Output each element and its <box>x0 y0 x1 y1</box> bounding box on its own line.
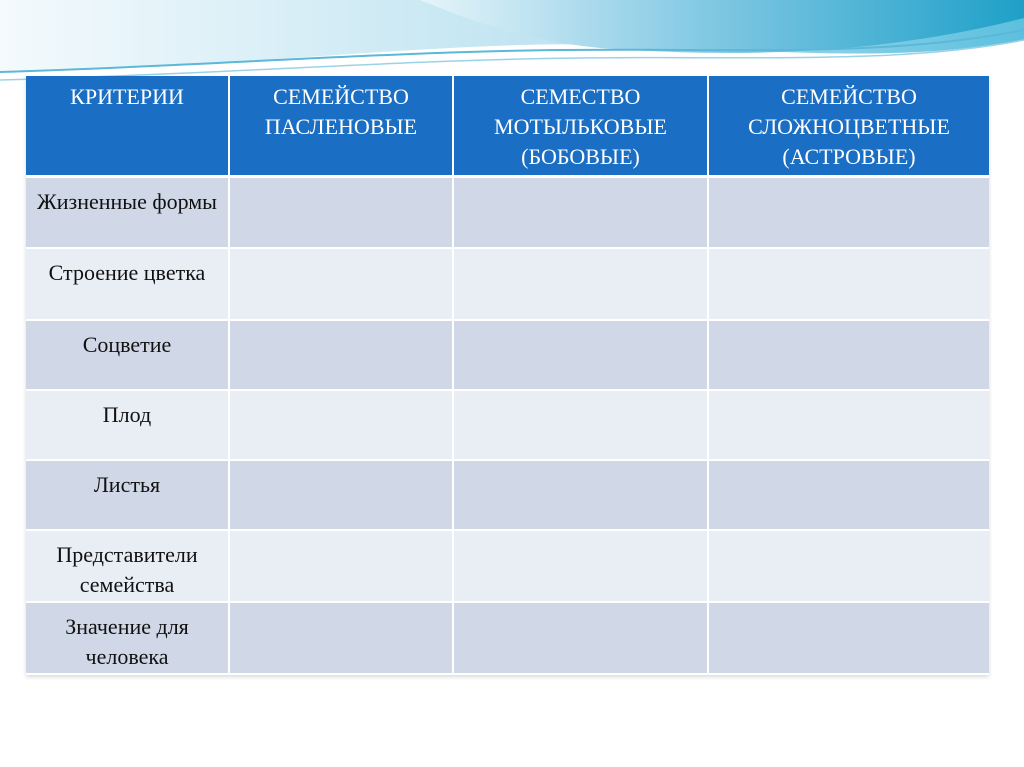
table-cell[interactable] <box>708 320 989 390</box>
row-label: Соцветие <box>26 320 229 390</box>
row-label: Строение цветка <box>26 248 229 320</box>
table-cell[interactable] <box>229 602 453 674</box>
table-row <box>26 320 989 390</box>
table-cell[interactable] <box>708 176 989 248</box>
table-cell[interactable] <box>453 460 708 530</box>
row-label: Плод <box>26 390 229 460</box>
table-header-row <box>26 76 989 176</box>
table-row <box>26 460 989 530</box>
table-cell[interactable] <box>229 176 453 248</box>
table-cell[interactable] <box>708 460 989 530</box>
header-solanaceae: СЕМЕЙСТВО ПАСЛЕНОВЫЕ <box>229 76 453 176</box>
table-cell[interactable] <box>453 602 708 674</box>
table-cell[interactable] <box>708 390 989 460</box>
header-asteraceae: СЕМЕЙСТВО СЛОЖНОЦВЕТНЫЕ (АСТРОВЫЕ) <box>708 76 989 176</box>
table-cell[interactable] <box>229 248 453 320</box>
table-cell[interactable] <box>229 390 453 460</box>
plant-families-table <box>26 76 989 675</box>
table-cell[interactable] <box>229 460 453 530</box>
table-cell[interactable] <box>229 530 453 602</box>
table-row <box>26 390 989 460</box>
row-label: Значение для человека <box>26 602 229 674</box>
table-cell[interactable] <box>453 530 708 602</box>
table-cell[interactable] <box>708 602 989 674</box>
table-row <box>26 530 989 602</box>
table-row <box>26 248 989 320</box>
table-cell[interactable] <box>453 390 708 460</box>
table-cell[interactable] <box>229 320 453 390</box>
table-row <box>26 176 989 248</box>
row-label: Жизненные формы <box>26 176 229 248</box>
row-label: Представители семейства <box>26 530 229 602</box>
row-label: Листья <box>26 460 229 530</box>
table-cell[interactable] <box>453 320 708 390</box>
header-fabaceae: СЕМЕСТВО МОТЫЛЬКОВЫЕ (БОБОВЫЕ) <box>453 76 708 176</box>
table-cell[interactable] <box>453 176 708 248</box>
header-criteria: КРИТЕРИИ <box>26 76 229 176</box>
table-cell[interactable] <box>708 530 989 602</box>
table-row <box>26 602 989 674</box>
table-cell[interactable] <box>708 248 989 320</box>
comparison-table-container <box>26 76 989 675</box>
table-cell[interactable] <box>453 248 708 320</box>
